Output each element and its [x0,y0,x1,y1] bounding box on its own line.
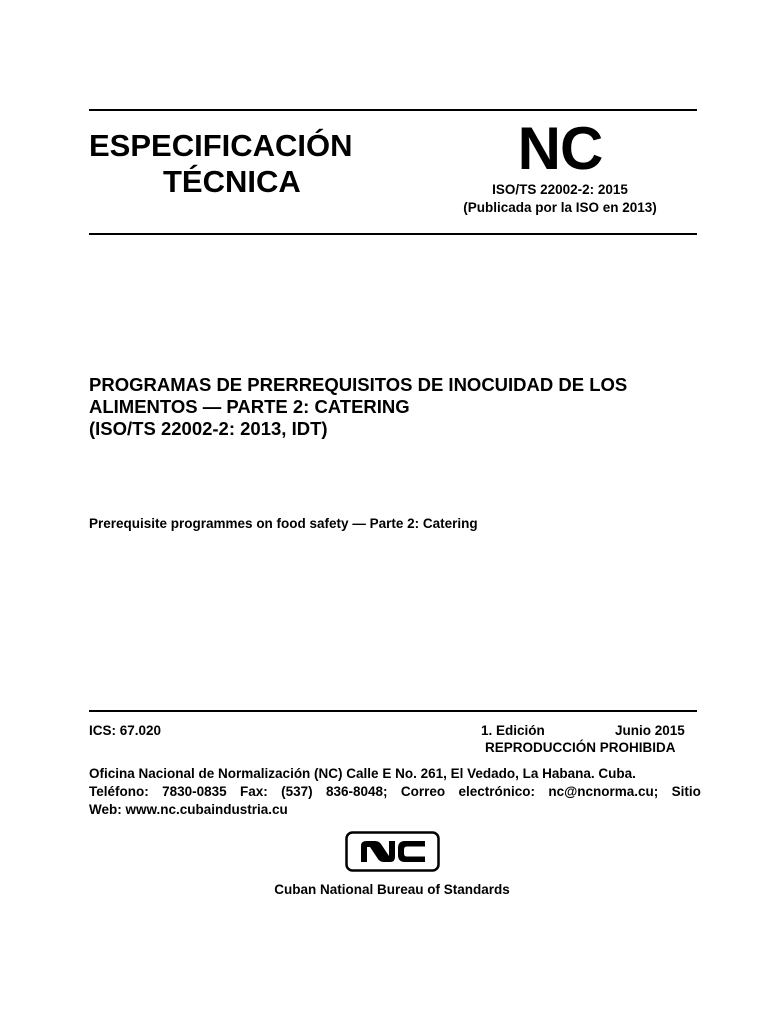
nc-mark: NC [517,115,603,182]
nc-logo [345,831,440,872]
ics-code: ICS: 67.020 [89,723,162,738]
title-line-2: ALIMENTOS — PARTE 2: CATERING [89,396,410,417]
contact-word: electrónico: [458,784,536,799]
document-type-line-2: TÉCNICA [163,164,301,199]
title-line-1: PROGRAMAS DE PRERREQUISITOS DE INOCUIDAD DE LOS [89,374,628,395]
iso-number: ISO/TS 22002-2: 2015 [492,182,628,197]
contact-word: Sitio [671,784,701,799]
document-title [89,374,699,440]
document-type [89,128,379,200]
document-type-line-1: ESPECIFICACIÓN [89,128,353,163]
bureau-name: Cuban National Bureau of Standards [274,882,510,897]
contact-word: (537) [281,784,313,799]
office-website: Web: www.nc.cubaindustria.cu [89,802,288,817]
footer-top-rule [89,710,697,712]
iso-reference [440,181,680,217]
office-contact-line [89,783,701,801]
top-rule [89,109,697,111]
contact-word: 7830-0835 [162,784,227,799]
contact-word: Teléfono: [89,784,149,799]
iso-published-note: (Publicada por la ISO en 2013) [463,200,657,215]
contact-word: Fax: [240,784,268,799]
reproduction-notice: REPRODUCCIÓN PROHIBIDA [485,740,676,755]
edition: 1. Edición [481,723,545,738]
contact-word: nc@ncnorma.cu; [548,784,659,799]
office-address: Oficina Nacional de Normalización (NC) Calle E No. 261, El Vedado, La Habana. Cuba. [89,766,636,781]
office-contact [89,765,701,819]
contact-word: 836-8048; [325,784,388,799]
publication-date: Junio 2015 [615,723,685,738]
header-bottom-rule [89,233,697,235]
title-line-3: (ISO/TS 22002-2: 2013, IDT) [89,418,328,439]
english-title: Prerequisite programmes on food safety — Parte 2: Catering [89,516,478,531]
contact-word: Correo [400,784,446,799]
